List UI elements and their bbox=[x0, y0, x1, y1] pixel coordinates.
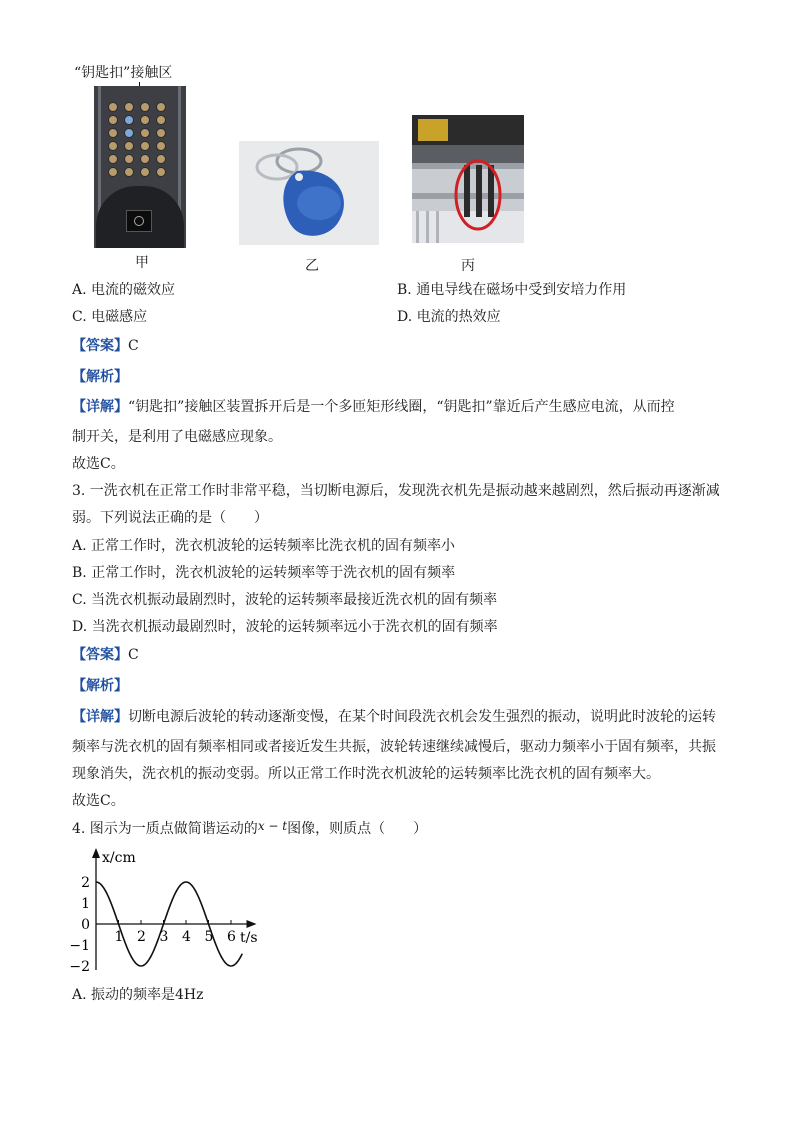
panel-button-icon bbox=[124, 115, 134, 125]
x-tick-label: 4 bbox=[182, 929, 191, 945]
caption-jia: 甲 bbox=[135, 255, 149, 271]
panel-button-icon bbox=[108, 102, 118, 112]
y-tick-label: 2 bbox=[81, 875, 90, 891]
q3-analysis-heading: 【解析】 bbox=[72, 678, 128, 694]
panel-button-icon bbox=[124, 167, 134, 177]
panel-button-icon bbox=[140, 141, 150, 151]
panel-button-icon bbox=[108, 115, 118, 125]
q2-option-b: B. 通电导线在磁场中受到安培力作用 bbox=[397, 282, 627, 298]
q3-option-c: C. 当洗衣机振动最剧烈时，波轮的运转频率最接近洗衣机的固有频率 bbox=[72, 592, 498, 608]
q3-stem-line-1: 3. 一洗衣机在正常工作时非常平稳，当切断电源后，发现洗衣机先是振动越来越剧烈，然后振动再逐渐减 bbox=[72, 483, 720, 499]
x-tick-label: 1 bbox=[114, 929, 124, 945]
panel-button-icon bbox=[108, 167, 118, 177]
panel-button-icon bbox=[124, 154, 134, 164]
panel-button-icon bbox=[108, 141, 118, 151]
panel-button-icon bbox=[156, 141, 166, 151]
panel-button-icon bbox=[140, 102, 150, 112]
y-axis-arrow bbox=[92, 848, 100, 858]
q3-detail-line-3: 现象消失，洗衣机的振动变弱。所以正常工作时洗衣机波轮的运转频率比洗衣机的固有频率大。 bbox=[72, 766, 660, 782]
q2-analysis-heading: 【解析】 bbox=[72, 369, 128, 385]
panel-button-icon bbox=[124, 141, 134, 151]
y-tick-label: 0 bbox=[81, 917, 90, 933]
q4-stem: 4. 图示为一质点做简谐运动的x − t图像，则质点（ ） bbox=[72, 819, 428, 837]
figure-label: “钥匙扣”接触区 bbox=[74, 65, 173, 81]
y-tick-label: 1 bbox=[81, 896, 90, 912]
y-tick-label: −2 bbox=[69, 959, 90, 975]
caption-yi: 乙 bbox=[305, 258, 319, 274]
key-fob-photo bbox=[239, 141, 379, 245]
elevator-panel-photo bbox=[94, 86, 186, 248]
q2-option-d: D. 电流的热效应 bbox=[397, 309, 501, 325]
panel-button-icon bbox=[140, 167, 150, 177]
q2-option-a: A. 电流的磁效应 bbox=[72, 282, 176, 298]
q3-detail-line-1: 【详解】切断电源后波轮的转动逐渐变慢，在某个时间段洗衣机会发生强烈的振动，说明此时波轮的运转 bbox=[72, 709, 716, 725]
panel-button-icon bbox=[108, 154, 118, 164]
panel-button-icon bbox=[108, 128, 118, 138]
q2-option-c: C. 电磁感应 bbox=[72, 309, 148, 325]
x-tick-label: 2 bbox=[137, 929, 146, 945]
panel-button-icon bbox=[140, 128, 150, 138]
q3-option-b: B. 正常工作时，洗衣机波轮的运转频率等于洗衣机的固有频率 bbox=[72, 565, 456, 581]
y-tick-label: −1 bbox=[69, 938, 90, 954]
q3-detail-line-2: 频率与洗衣机的固有频率相同或者接近发生共振，波轮转速继续减慢后，驱动力频率小于固有频率，共振 bbox=[72, 739, 716, 755]
q3-option-d: D. 当洗衣机振动最剧烈时，波轮的运转频率远小于洗衣机的固有频率 bbox=[72, 619, 498, 635]
panel-button-icon bbox=[156, 102, 166, 112]
q3-stem-line-2: 弱。下列说法正确的是（ ） bbox=[72, 510, 268, 526]
panel-button-icon bbox=[140, 115, 150, 125]
q3-conclusion: 故选C。 bbox=[72, 793, 125, 809]
caption-bing: 丙 bbox=[461, 258, 475, 274]
y-axis-label: x/cm bbox=[102, 850, 136, 866]
q3-option-a: A. 正常工作时，洗衣机波轮的运转频率比洗衣机的固有频率小 bbox=[72, 538, 456, 554]
q2-detail-line-2: 制开关，是利用了电磁感应现象。 bbox=[72, 429, 282, 445]
panel-button-icon bbox=[156, 128, 166, 138]
panel-button-icon bbox=[156, 115, 166, 125]
panel-button-icon bbox=[124, 128, 134, 138]
card-reader-icon bbox=[126, 210, 152, 232]
panel-button-icon bbox=[140, 154, 150, 164]
q2-detail-line-1: 【详解】“钥匙扣”接触区装置拆开后是一个多匝矩形线圈，“钥匙扣”靠近后产生感应电流，从而控 bbox=[72, 399, 675, 415]
x-axis-label: t/s bbox=[240, 930, 258, 946]
x-axis-arrow bbox=[247, 920, 257, 928]
q4-option-a: A. 振动的频率是4Hz bbox=[72, 987, 204, 1003]
x-tick-label: 3 bbox=[159, 929, 169, 945]
xt-graph bbox=[68, 840, 268, 980]
elevator-door-photo bbox=[412, 115, 524, 243]
panel-button-icon bbox=[156, 167, 166, 177]
q3-answer: 【答案】C bbox=[72, 647, 139, 663]
panel-button-icon bbox=[124, 102, 134, 112]
q2-conclusion: 故选C。 bbox=[72, 456, 125, 472]
x-tick-label: 5 bbox=[204, 929, 214, 945]
q2-answer: 【答案】C bbox=[72, 338, 139, 354]
panel-button-icon bbox=[156, 154, 166, 164]
x-tick-label: 6 bbox=[227, 929, 236, 945]
